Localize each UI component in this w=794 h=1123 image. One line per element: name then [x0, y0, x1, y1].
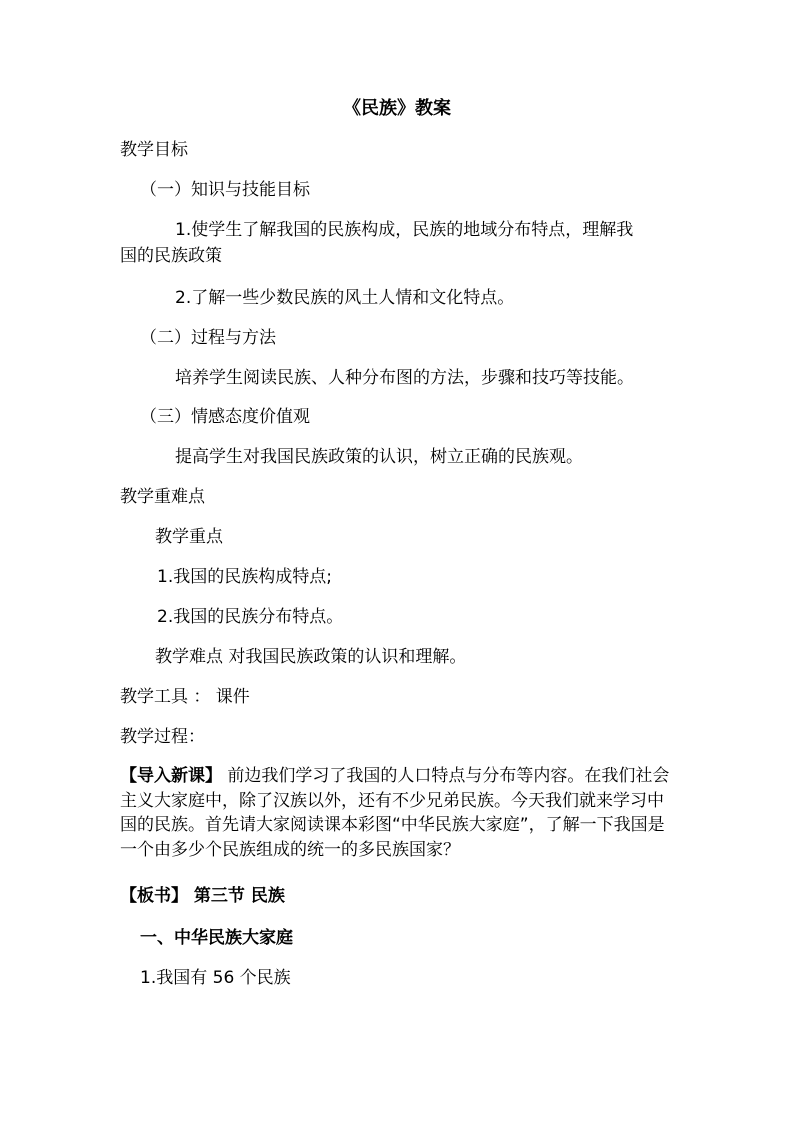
focus-heading: 教学重点: [155, 527, 223, 547]
objective-2-heading: （二）过程与方法: [140, 328, 276, 348]
intro-tag: 【导入新课】: [120, 766, 222, 786]
objective-2-text: 培养学生阅读民族、人种分布图的方法，步骤和技巧等技能。: [175, 368, 634, 388]
board-heading: 【板书】 第三节 民族: [120, 886, 285, 906]
tools-line: 教学工具 ： 课件: [120, 687, 250, 707]
key-points-heading: 教学重难点: [120, 487, 205, 507]
document-title: 《民族》教案: [343, 98, 451, 119]
section-1-heading: 一、中华民族大家庭: [140, 928, 293, 948]
objective-1-item-1-line-2: 国的民族政策: [120, 246, 222, 266]
objective-1-heading: （一）知识与技能目标: [140, 180, 310, 200]
focus-item-2: 2.我国的民族分布特点。: [157, 607, 344, 627]
objective-3-text: 提高学生对我国民族政策的认识，树立正确的民族观。: [175, 447, 583, 467]
objective-3-heading: （三）情感态度价值观: [140, 407, 310, 427]
focus-item-1: 1.我国的民族构成特点;: [157, 567, 332, 587]
intro-paragraph: [120, 764, 680, 862]
objective-1-item-2: 2.了解一些少数民族的风土人情和文化特点。: [175, 288, 515, 308]
intro-text: 前边我们学习了我国的人口特点与分布等内容。在我们社会主义大家庭中，除了汉族以外，还有不少兄弟民族。今天我们就来学习中国的民族。首先请大家阅读课本彩图“中华民族大家庭”，了解一下我国是一个由多少个民族组成的统一的多民族国家？: [120, 766, 670, 860]
difficulty-line: 教学难点 对我国民族政策的认识和理解。: [155, 647, 467, 667]
point-1: 1.我国有 56 个民族: [140, 968, 291, 988]
process-heading: 教学过程：: [120, 727, 205, 747]
objectives-heading: 教学目标: [120, 140, 188, 160]
objective-1-item-1-line-1: 1.使学生了解我国的民族构成，民族的地域分布特点，理解我: [175, 220, 634, 240]
